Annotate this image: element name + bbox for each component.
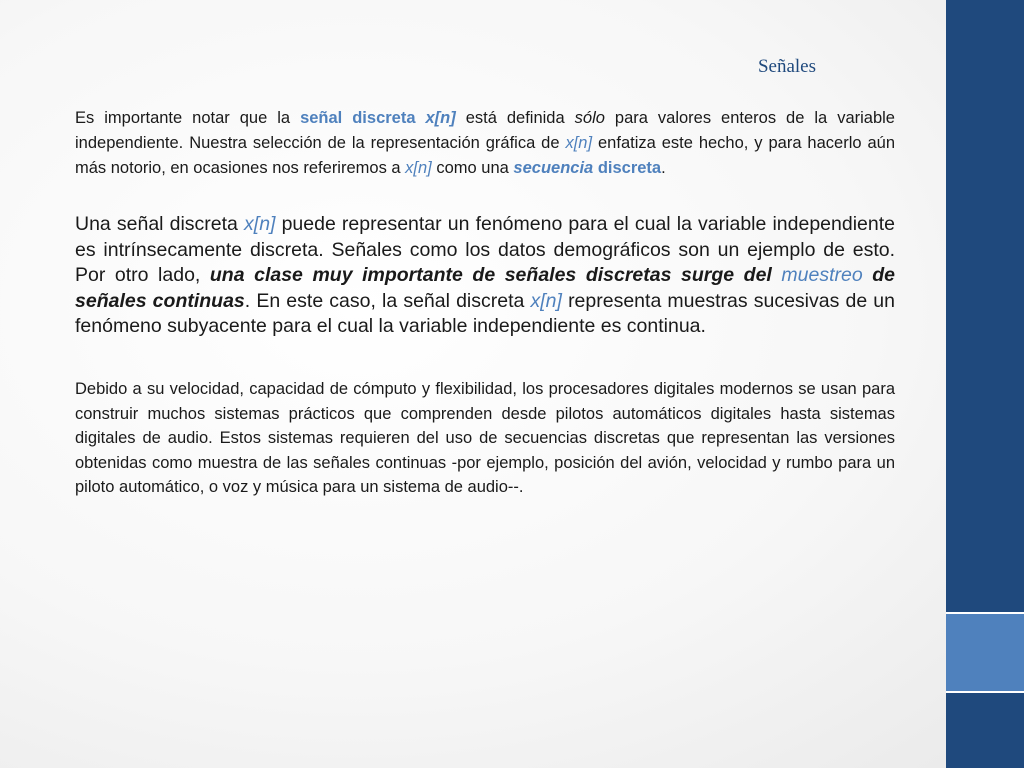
text-run: representa muestras sucesivas de un fenómeno subyacente para el cual la variable independiente es continua. bbox=[75, 289, 895, 337]
text-run: Debido a su velocidad, capacidad de cómputo y flexibilidad, los procesadores digitales modernos se usan para construir muchos sistemas prácticos que comprenden desde pilotos automáticos digitales hasta sistemas digitales de audio. Estos sistemas requieren del uso de secuencias discretas que representan las versiones obtenidas como muestra de las señales continuas -por ejemplo, posición del avión, velocidad y rumbo para un piloto automático, o voz y música para un sistema de audio--. bbox=[75, 380, 895, 496]
paragraph-1 bbox=[75, 106, 895, 181]
text-run: señal discreta bbox=[300, 109, 426, 127]
text-run: x[n] bbox=[565, 134, 593, 152]
text-run: x[n] bbox=[425, 109, 456, 127]
text-run: . En este caso, la señal discreta bbox=[244, 289, 531, 312]
text-run: x[n] bbox=[244, 213, 276, 235]
text-run: de señales continuas bbox=[75, 264, 895, 312]
text-run: Una señal discreta bbox=[75, 213, 245, 235]
paragraph-2 bbox=[75, 212, 895, 340]
text-run: . bbox=[661, 159, 666, 177]
text-run: secuencia bbox=[513, 159, 594, 177]
slide-title: Señales bbox=[757, 56, 816, 77]
sidebar-divider-bottom bbox=[946, 691, 1024, 693]
text-run: para valores enteros de la variable independiente. Nuestra selección de la representación gráfica de bbox=[75, 109, 895, 152]
paragraph-3 bbox=[75, 377, 895, 500]
text-run: muestreo bbox=[781, 264, 863, 286]
text-run: discreta bbox=[593, 159, 662, 177]
text-run: sólo bbox=[574, 109, 605, 127]
text-run: x[n] bbox=[530, 289, 562, 312]
text-run: está definida bbox=[455, 109, 575, 127]
text-run: Es importante notar que la bbox=[75, 109, 301, 127]
text-run: como una bbox=[431, 159, 514, 177]
sidebar-accent-block bbox=[946, 614, 1024, 691]
text-run: enfatiza este hecho, y para hacerlo aún más notorio, en ocasiones nos referiremos a bbox=[75, 134, 895, 177]
text-run: x[n] bbox=[405, 159, 432, 177]
text-run: puede representar un fenómeno para el cual la variable independiente es intrínsecamente discreta. Señales como los datos demográficos son un ejemplo de esto. Por otro lado, bbox=[75, 213, 895, 286]
text-run: una clase muy importante de señales discretas surge del bbox=[209, 264, 782, 286]
